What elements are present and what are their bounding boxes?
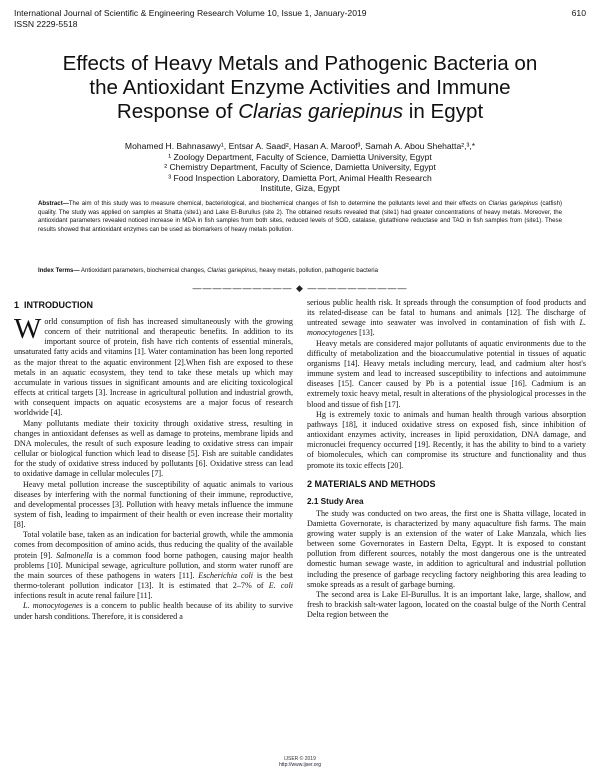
journal-name: International Journal of Scientific & Engineering Research Volume 10, Issue 1, January-2019	[14, 8, 367, 18]
left-column	[14, 299, 293, 622]
drop-cap: W	[14, 313, 42, 345]
paragraph: World consumption of fish has increased simultaneously with the growing concern of their nutritional and therapeutic benefits. In addition to its important source of protein, fish have rich contents of essential minerals, unsaturated fatty acids and vitamins [1]. Water contamination has been long reported as the major threat to the aquatic environment [2].When fish are exposed to these metals in an aquatic ecosystem, they tend to take these metals up which may accumulate in various tissues in significant amounts and are eliciting toxicological effects at critical targets [3]. Increase in agricultural pollution and industrial growth, with consequent impacts on aquatic ecosystems are a major focus of research worldwide [4].	[14, 313, 293, 418]
affiliation-3-cont: Institute, Giza, Egypt	[260, 183, 340, 193]
page-footer	[0, 756, 600, 768]
paragraph: The second area is Lake El-Burullus. It is an important lake, large, shallow, and fresh to brackish salt-water lagoon, located on the coastal bulge of the North Central Delta region between the	[307, 589, 586, 620]
index-terms: Index Terms— Antioxidant parameters, biochemical changes, Clarias gariepinus, heavy metals, pollution, pathogenic bacteria	[38, 267, 378, 274]
paragraph: Hg is extremely toxic to animals and human health through various absorption pathways [18], it induced oxidative stress on exposed fish, since inhibition of antioxidant enzymes activity, increases in lipid peroxidation, DNA damage, and micronuclei frequency occurred [19]. Recently, it has the ability to bind to a variety of biomolecules, which can compromise its structure and functionality and thus promote its toxic effects [20].	[307, 409, 586, 470]
affiliation-2: ² Chemistry Department, Faculty of Science, Damietta University, Egypt	[164, 162, 436, 172]
issn: ISSN 2229-5518	[14, 19, 78, 29]
section-divider: —————————— ◆ ——————————	[192, 283, 408, 293]
right-column	[307, 298, 586, 620]
paragraph: serious public health risk. It spreads through the consumption of food products and its related-disease can be fatal to humans and animals [12]. The discharge of untreated sewage into seawater was involved in contamination of fish with L. monocytogenes [13].	[307, 298, 586, 338]
paragraph: Many pollutants mediate their toxicity through oxidative stress, resulting in changes in antioxidant defenses as well as damage to proteins, membrane lipids and DNA molecules, the result of such exposure leading to oxidative stress can impair cellular or biological function which lead to disease [5]. Fish are suitable candidates for the study of oxidative stress induced by pollutants [6]. Oxidative stress can lead to oxidative damage in cellular molecules [7].	[14, 418, 293, 479]
affiliation-1: ¹ Zoology Department, Faculty of Science, Damietta University, Egypt	[168, 151, 432, 162]
abstract-label: Abstract—	[38, 200, 69, 207]
affiliation-3: ³ Food Inspection Laboratory, Damietta Port, Animal Health Research	[168, 172, 432, 183]
section-heading-materials-methods: 2 MATERIALS AND METHODS	[307, 478, 436, 489]
species-name: Clarias gariepinus	[238, 100, 404, 123]
footer-url[interactable]: http://www.ijser.org	[279, 762, 321, 768]
paragraph: Heavy metal pollution increase the susceptibility of aquatic animals to various diseases by interfering with the normal functioning of their immune, reproductive, and developmental processes [3]. Pollution with heavy metals influence the immune system of fish, leading to impairment of their health or even increase their mortality [8].	[14, 479, 293, 530]
paragraph: L. monocytogenes is a concern to public health because of its ability to survive under harsh conditions. Therefore, it is considered a	[14, 601, 294, 621]
title-line-1: Effects of Heavy Metals and Pathogenic Bacteria on	[62, 52, 538, 75]
subsection-heading-study-area: 2.1 Study Area	[307, 496, 364, 506]
section-heading-introduction: 1 INTRODUCTION	[14, 300, 94, 310]
title-line-3: Response of Clarias gariepinus in Egypt	[116, 100, 484, 123]
index-terms-label: Index Terms—	[38, 267, 80, 274]
page-number: 610	[571, 8, 586, 18]
paragraph: The study was conducted on two areas, the first one is Shatta village, located in Damietta Governorate, is characterized by many aquaculture fish farms. The main growing water supply is an extension of the water of Lake Manzala, which lies between some Governorates in Eastern Delta, Egypt. It is exposed to constant pollution from different sources, notably the most dangerous one is the untreated domestic human sewage waste, in addition to agricultural and industrial pollution including the presence of garbage recycling factory neighboring this area leading to smoke spreads as a result of garbage burning.	[307, 508, 586, 589]
author-names: Mohamed H. Bahnasawy¹, Entsar A. Saad², Hasan A. Maroof³, Samah A. Abou Shehatta²,³,*	[124, 141, 476, 151]
author-block	[14, 141, 586, 194]
journal-header	[14, 8, 586, 30]
paragraph: Total volatile base, taken as an indication for bacterial growth, while the ammonia comes from decomposition of amino acids, thus reducing the quality of the available protein [9]. Salmonella is a common food borne pathogen, causing major health problems [10]. Municipal sewage, agriculture pollution, and storm water runoff are the main sources of these pathogens in waters [11]. Escherichia coli is the best thermo-tolerant pollution indicator [13]. It is estimated that 2–7% of E. coli infections result in acute renal failure [11].	[14, 530, 293, 601]
paragraph: Heavy metals are considered major pollutants of aquatic environments due to the difficulty of metabolization and the bioaccumulative potential in tissues of aquatic organisms [14]. Heavy metals including mercury, lead, and cadmium alter host's immune system and lead to increased susceptibility to infections and autoimmune diseases [15]. Cancer caused by Pb is a potential issue [16]. Cadmium is an extremely toxic heavy metal, result in alterations of the physiological processes in the blood and tissue of fish [17].	[307, 338, 586, 409]
footer-copyright: IJSER © 2019	[284, 756, 316, 762]
abstract: Abstract—The aim of this study was to measure chemical, bacteriological, and biochemical changes of fish to determine the pollutants level and their effects on Clarias gariepinus (catfish) quality. The study was applied on samples at Shatta (site1) and Lake El-Burullus (site 2). The obtained results revealed that (site1) had greater concentrations of heavy metals. Moreover, the antioxidant parameters revealed noticed increase in MDA in fish samples from both sites, reduced levels of SOD, catalase, glutathione reductase and TAO in fish samples from (site1). These results showed that antioxidant enzymes can be used as biomarkers of heavy metals pollution.	[38, 200, 563, 233]
title-line-2: the Antioxidant Enzyme Activities and Immune	[89, 76, 511, 99]
paper-title	[14, 52, 586, 124]
